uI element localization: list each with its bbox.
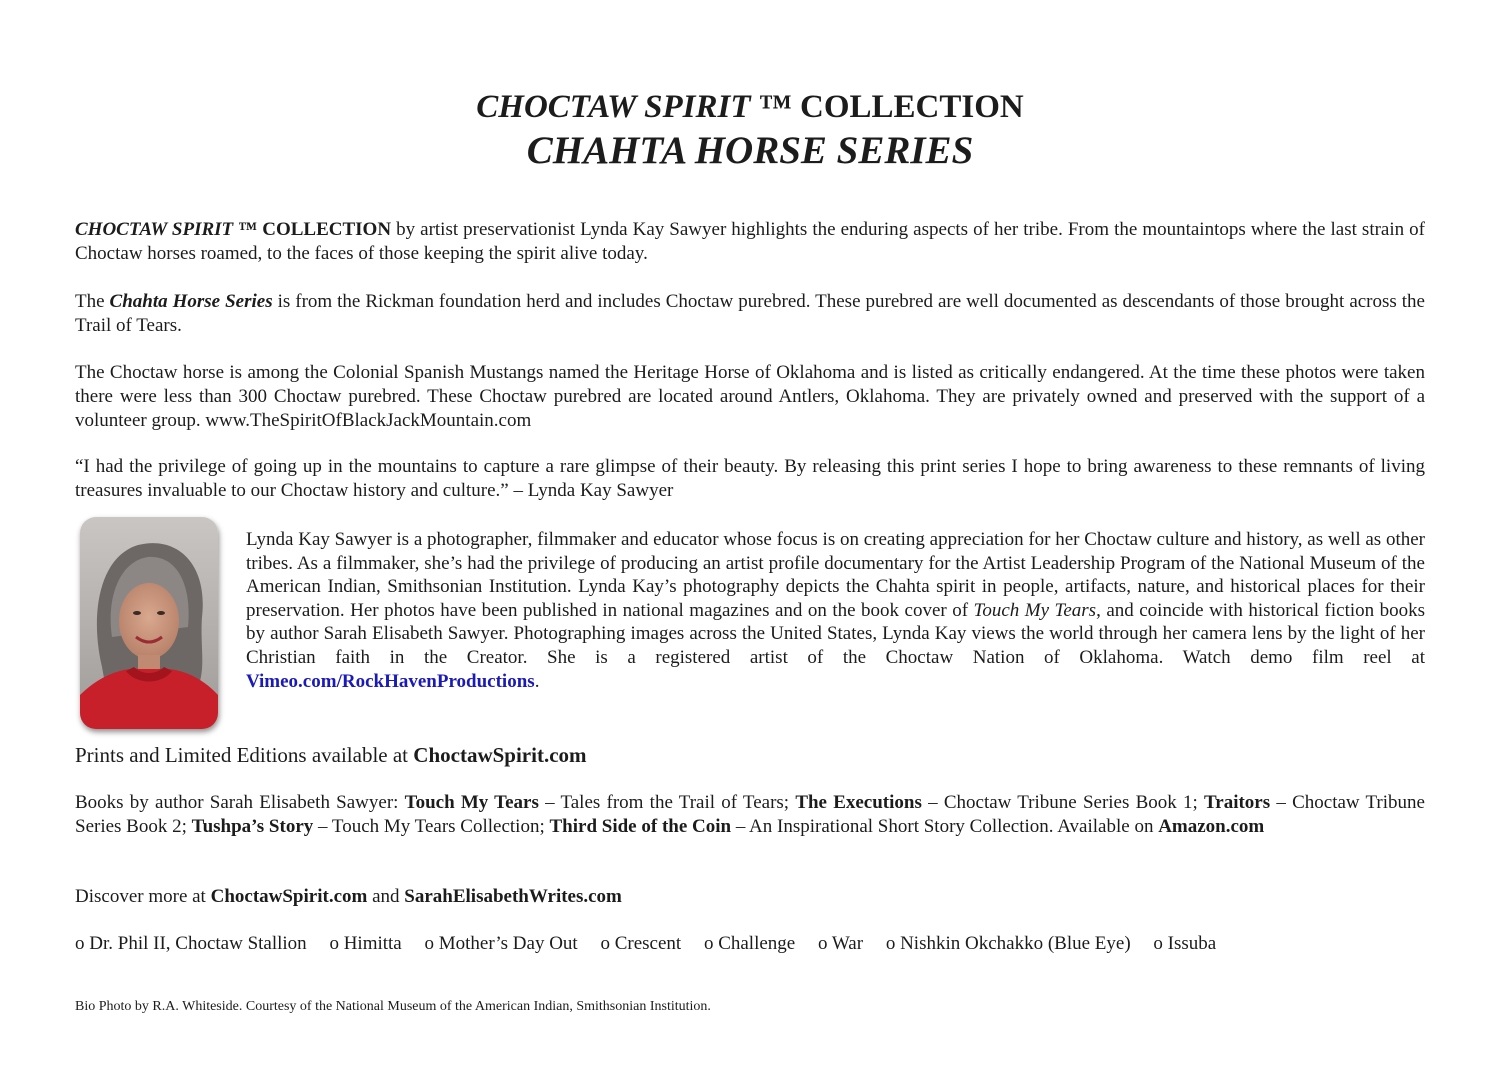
list-item: o Nishkin Okchakko (Blue Eye): [885, 933, 1131, 954]
intro-paragraph: CHOCTAW SPIRIT ™ COLLECTION by artist preservationist Lynda Kay Sawyer highlights the enduring aspects of her tribe. From the mountaintops where the last strain of Choctaw horses roamed, to the faces of those keeping the spirit alive today.: [75, 219, 1426, 264]
list-item: o War: [817, 933, 864, 954]
bio-photo: [80, 517, 218, 729]
photo-credit: Bio Photo by R.A. Whiteside. Courtesy of the National Museum of the American Indian, Smithsonian Institution.: [75, 999, 711, 1014]
amazon-link[interactable]: Amazon.com: [1158, 816, 1265, 837]
list-item: o Mother’s Day Out: [424, 933, 578, 954]
series-paragraph: The Chahta Horse Series is from the Rickman foundation herd and includes Choctaw purebred. These purebred are well documented as descendants of those brought across the Trail of Tears.: [75, 291, 1425, 336]
series-title: CHAHTA HORSE SERIES: [526, 129, 974, 172]
list-item: o Challenge: [703, 933, 796, 954]
page-title: [0, 86, 1500, 174]
list-item: o Crescent: [600, 933, 682, 954]
portrait-image: [80, 517, 218, 729]
list-item: o Issuba: [1153, 933, 1217, 954]
discover-line: Discover more at ChoctawSpirit.com and SarahElisabethWrites.com: [75, 886, 622, 907]
prints-line: Prints and Limited Editions available at ChoctawSpirit.com: [75, 743, 587, 767]
books-paragraph: Books by author Sarah Elisabeth Sawyer: Touch My Tears – Tales from the Trail of Tears; The Executions – Choctaw Tribune Series Book 1; Traitors – Choctaw Tribune Series Book 2; Tushpa’s Story – Touch My Tears Collection; Third Side of the Coin – An Inspirational Short Story Collection. Available on Amazon.com: [75, 792, 1425, 837]
list-item: o Dr. Phil II, Choctaw Stallion: [75, 933, 307, 954]
choctawspirit-link[interactable]: ChoctawSpirit.com: [210, 886, 368, 907]
collection-title: CHOCTAW SPIRIT ™ COLLECTION: [476, 89, 1024, 125]
sarahelisabethwrites-link[interactable]: SarahElisabethWrites.com: [404, 886, 622, 907]
quote-paragraph: “I had the privilege of going up in the mountains to capture a rare glimpse of their beauty. By releasing this print series I hope to bring awareness to these remnants of living treasures invaluable to our Choctaw history and culture.” – Lynda Kay Sawyer: [75, 456, 1425, 501]
heritage-paragraph: The Choctaw horse is among the Colonial Spanish Mustangs named the Heritage Horse of Oklahoma and is listed as critically endangered. At the time these photos were taken there were less than 300 Choctaw purebred. These Choctaw purebred are located around Antlers, Oklahoma. They are privately owned and preserved with the support of a volunteer group. www.TheSpiritOfBlackJackMountain.com: [75, 362, 1425, 431]
bio-paragraph: Lynda Kay Sawyer is a photographer, filmmaker and educator whose focus is on creating appreciation for her Choctaw culture and history, as well as other tribes. As a filmmaker, she’s had the privilege of producing an artist profile documentary for the Artist Leadership Program of the National Museum of the American Indian, Smithsonian Institution. Lynda Kay’s photography depicts the Chahta spirit in people, artifacts, nature, and historical places for their preservation. Her photos have been published in national magazines and on the book cover of Touch My Tears, and coincide with historical fiction books by author Sarah Elisabeth Sawyer. Photographing images across the United States, Lynda Kay views the world through her camera lens by the light of her Christian faith in the Creator. She is a registered artist of the Choctaw Nation of Oklahoma. Watch demo film reel at Vimeo.com/RockHavenProductions.: [246, 529, 1426, 692]
vimeo-link[interactable]: Vimeo.com/RockHavenProductions: [246, 670, 535, 692]
list-item: o Himitta: [329, 933, 402, 954]
prints-site-link[interactable]: ChoctawSpirit.com: [413, 743, 587, 767]
horse-list: [75, 932, 1425, 956]
